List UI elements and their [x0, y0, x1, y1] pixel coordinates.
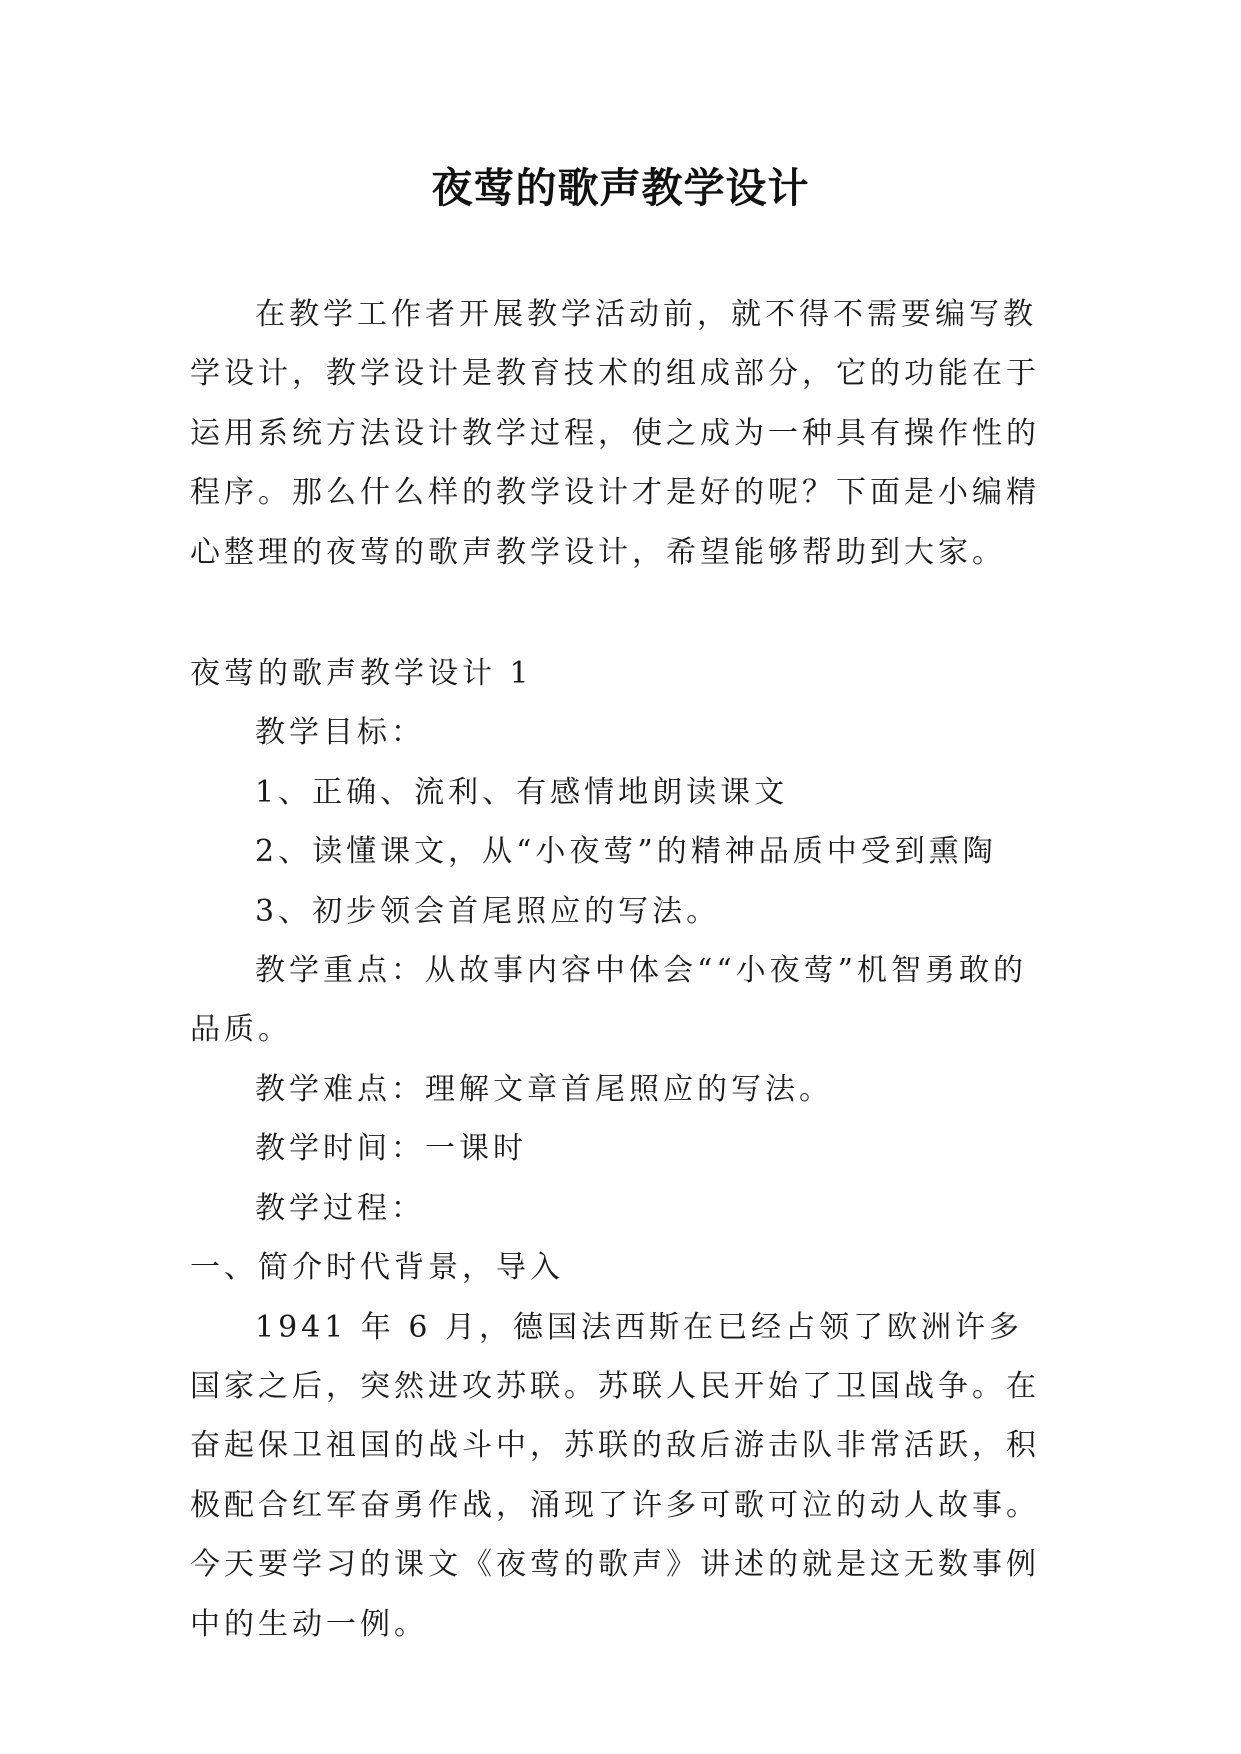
key-point-paragraph: 教学重点：从故事内容中体会““小夜莺”机智勇敢的品质。: [190, 953, 1028, 1048]
section-heading: 夜莺的歌声教学设计 1: [190, 656, 533, 692]
objective-item: 3、初步领会首尾照应的写法。: [255, 893, 721, 929]
difficulty-paragraph: 教学难点：理解文章首尾照应的写法。: [255, 1071, 833, 1107]
objectives-label: 教学目标：: [255, 715, 425, 751]
objective-item: 1、正确、流利、有感情地朗读课文: [255, 774, 789, 810]
time-paragraph: 教学时间：一课时: [255, 1131, 527, 1167]
objective-item: 2、读懂课文，从“小夜莺”的精神品质中受到熏陶: [255, 834, 997, 870]
step-heading: 一、简介时代背景，导入: [190, 1250, 564, 1286]
process-label: 教学过程：: [255, 1190, 425, 1226]
page-title: 夜莺的歌声教学设计: [431, 164, 810, 212]
document-body: [190, 285, 1052, 1654]
step-paragraph: 1941 年 6 月，德国法西斯在已经占领了欧洲许多国家之后，突然进攻苏联。苏联人民开始了卫国战争。在奋起保卫祖国的战斗中，苏联的敌后游击队非常活跃，积极配合红军奋勇作战，涌现了许多可歌可泣的动人故事。今天要学习的课文《夜莺的歌声》讲述的就是这无数事例中的生动一例。: [190, 1309, 1040, 1642]
intro-paragraph: 在教学工作者开展教学活动前，就不得不需要编写教学设计，教学设计是教育技术的组成部分，它的功能在于运用系统方法设计教学过程，使之成为一种具有操作性的程序。那么什么样的教学设计才是好的呢？下面是小编精心整理的夜莺的歌声教学设计，希望能够帮助到大家。: [190, 297, 1040, 570]
